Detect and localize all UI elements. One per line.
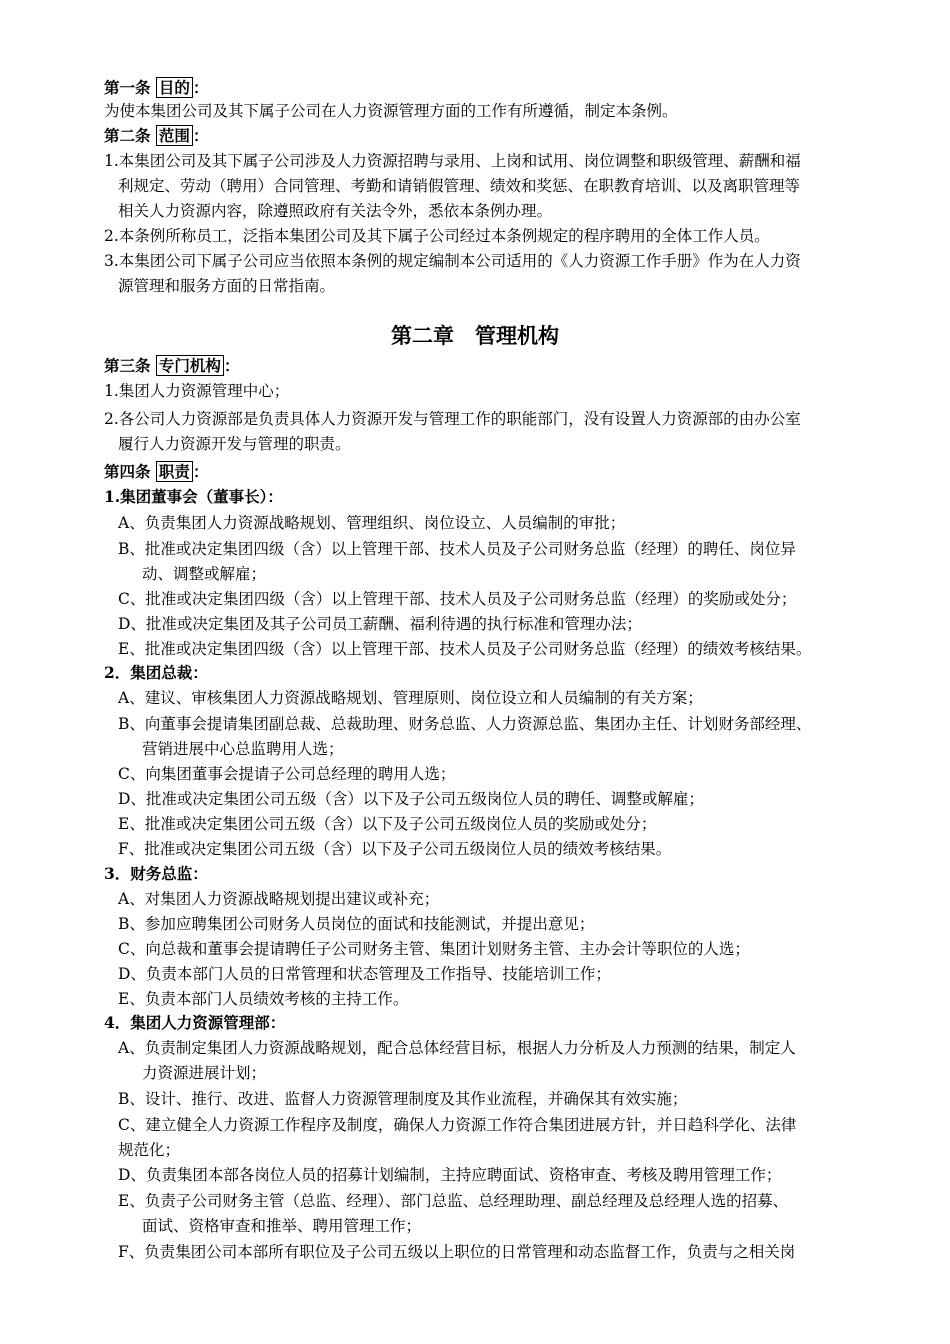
list-item: E、批准或决定集团四级（含）以上管理干部、技术人员及子公司财务总监（经理）的绩效考核结果。: [118, 640, 812, 658]
list-item: E、批准或决定集团公司五级（含）以下及子公司五级岗位人员的奖励或处分；: [118, 815, 657, 833]
list-item: 1.本集团公司及其下属子公司涉及人力资源招聘与录用、上岗和试用、岗位调整和职级管理、薪酬和福: [104, 152, 801, 170]
section-title: 2．集团总裁：: [104, 663, 208, 682]
list-item: C、向总裁和董事会提请聘任子公司财务主管、集团计划财务主管、主办会计等职位的人选；: [118, 940, 750, 958]
article-label: 第四条: [104, 462, 151, 481]
section-title: 3．财务总监：: [104, 864, 208, 883]
colon: ：: [192, 126, 209, 145]
list-item-continuation: 源管理和服务方面的日常指南。: [118, 277, 336, 295]
list-item-continuation: 面试、资格审查和推举、聘用管理工作；: [142, 1217, 422, 1235]
list-item: B、设计、推行、改进、监督人力资源管理制度及其作业流程，并确保其有效实施；: [118, 1090, 688, 1108]
list-item: 3.本集团公司下属子公司应当依照本条例的规定编制本公司适用的《人力资源工作手册》作为在人力资: [104, 252, 801, 270]
article-title-box: 范围: [156, 125, 193, 146]
article-2-heading: [104, 126, 208, 146]
list-item-continuation: 利规定、劳动（聘用）合同管理、考勤和请销假管理、绩效和奖惩、在职教育培训、以及离职管理等: [118, 177, 801, 195]
section-title: 1.集团董事会（董事长）：: [104, 487, 283, 506]
list-item: A、负责制定集团人力资源战略规划，配合总体经营目标，根据人力分析及人力预测的结果，制定人: [118, 1039, 796, 1057]
list-item: C、向集团董事会提请子公司总经理的聘用人选；: [118, 765, 456, 783]
list-item: D、批准或决定集团公司五级（含）以下及子公司五级岗位人员的聘任、调整或解雇；: [118, 790, 704, 808]
article-label: 第三条: [104, 356, 151, 375]
list-item: D、负责集团本部各岗位人员的招募计划编制，主持应聘面试、资格审查、考核及聘用管理工作；: [118, 1166, 782, 1184]
list-item-continuation: 动、调整或解雇；: [142, 565, 267, 583]
article-label: 第一条: [104, 78, 151, 97]
article-1-heading: [104, 78, 208, 98]
article-title-box: 职责: [156, 461, 193, 482]
list-item: 2.各公司人力资源部是负责具体人力资源开发与管理工作的职能部门，没有设置人力资源部的由办公室: [104, 410, 801, 428]
article-title-box: 目的: [156, 77, 193, 98]
list-item-continuation: 相关人力资源内容，除遵照政府有关法令外，悉依本条例办理。: [118, 202, 553, 220]
section-title: 4．集团人力资源管理部：: [104, 1013, 286, 1032]
list-item: A、负责集团人力资源战略规划、管理组织、岗位设立、人员编制的审批；: [118, 514, 626, 532]
article-label: 第二条: [104, 126, 151, 145]
list-item-continuation: 营销进展中心总监聘用人选；: [142, 740, 344, 758]
list-item: C、建立健全人力资源工作程序及制度，确保人力资源工作符合集团进展方针，并日趋科学化、法律: [118, 1116, 797, 1134]
article-1-body: 为使本集团公司及其下属子公司在人力资源管理方面的工作有所遵循，制定本条例。: [104, 102, 678, 120]
colon: ：: [192, 462, 209, 481]
article-4-heading: [104, 462, 208, 482]
list-item: C、批准或决定集团四级（含）以上管理干部、技术人员及子公司财务总监（经理）的奖励或处分；: [118, 590, 797, 608]
list-item: F、负责集团公司本部所有职位及子公司五级以上职位的日常管理和动态监督工作，负责与之相关岗: [118, 1243, 796, 1261]
list-item: D、批准或决定集团及其子公司员工薪酬、福利待遇的执行标准和管理办法；: [118, 615, 642, 633]
list-item: F、批准或决定集团公司五级（含）以下及子公司五级岗位人员的绩效考核结果。: [118, 840, 672, 858]
colon: ：: [223, 356, 240, 375]
list-item: B、向董事会提请集团副总裁、总裁助理、财务总监、人力资源总监、集团办主任、计划财务部经理、: [118, 715, 812, 733]
list-item: 1.集团人力资源管理中心；: [104, 382, 290, 400]
list-item: E、负责本部门人员绩效考核的主持工作。: [118, 990, 409, 1008]
list-item: A、对集团人力资源战略规划提出建议或补充；: [118, 890, 440, 908]
article-3-heading: [104, 356, 239, 376]
article-title-box: 专门机构: [156, 355, 224, 376]
list-item-continuation: 履行人力资源开发与管理的职责。: [118, 435, 351, 453]
list-item-continuation: 力资源进展计划；: [142, 1064, 267, 1082]
list-item: B、参加应聘集团公司财务人员岗位的面试和技能测试，并提出意见；: [118, 915, 595, 933]
list-item-continuation: 规范化；: [118, 1141, 181, 1159]
chapter-title: 第二章 管理机构: [391, 323, 559, 348]
colon: ：: [192, 78, 209, 97]
list-item: E、负责子公司财务主管（总监、经理）、部门总监、总经理助理、副总经理及总经理人选的招募、: [118, 1192, 789, 1210]
list-item: D、负责本部门人员的日常管理和状态管理及工作指导、技能培训工作；: [118, 965, 611, 983]
list-item: A、建议、审核集团人力资源战略规划、管理原则、岗位设立和人员编制的有关方案；: [118, 689, 703, 707]
list-item: B、批准或决定集团四级（含）以上管理干部、技术人员及子公司财务总监（经理）的聘任、岗位异: [118, 540, 796, 558]
list-item: 2.本条例所称员工，泛指本集团公司及其下属子公司经过本条例规定的程序聘用的全体工作人员。: [104, 227, 770, 245]
